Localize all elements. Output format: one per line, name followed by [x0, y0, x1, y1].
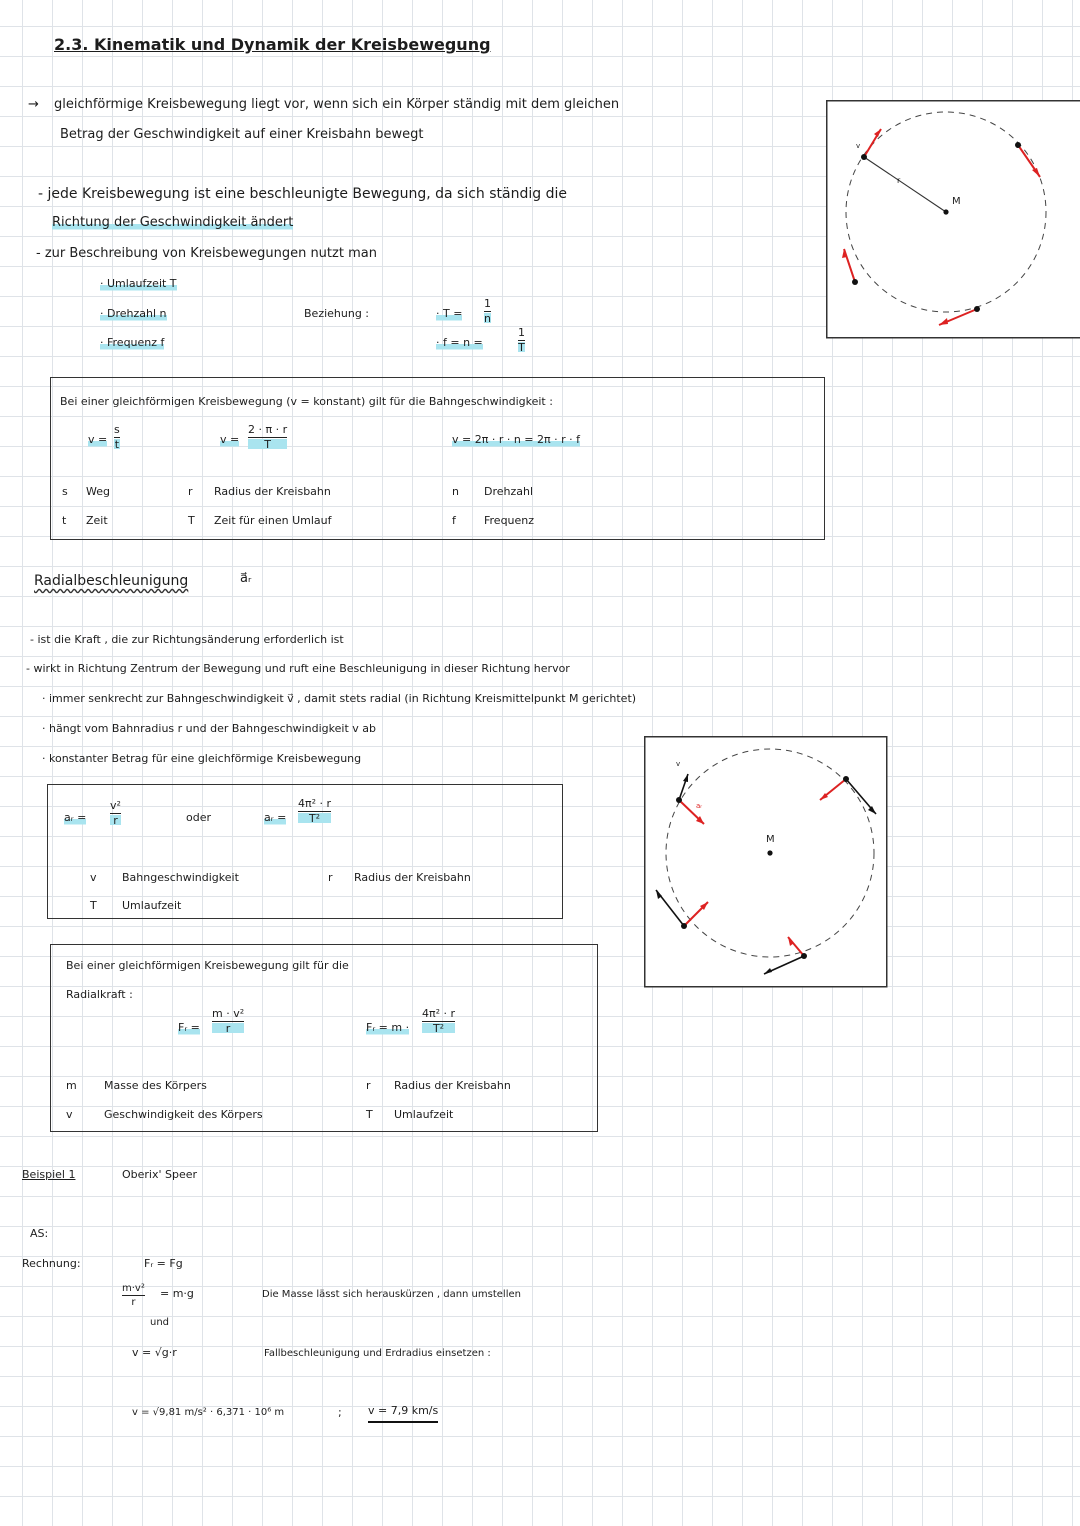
item-umlaufzeit: · Umlaufzeit T — [100, 277, 177, 290]
legend-text-T: Zeit für einen Umlauf — [214, 514, 332, 527]
example-label: Beispiel 1 — [22, 1168, 76, 1181]
radial-line-1: - ist die Kraft , die zur Richtungsänderung erforderlich ist — [30, 633, 344, 646]
box-3-legend-text-m: Masse des Körpers — [104, 1079, 207, 1092]
page-title: 2.3. Kinematik und Dynamik der Kreisbewegung — [54, 35, 491, 54]
example-step-5: v = √9,81 m/s² · 6,371 · 10⁶ m — [132, 1407, 285, 1418]
example-step-4: v = √g·r — [132, 1346, 177, 1359]
box-2-formula-1-fraction: v² r — [110, 799, 121, 827]
box-3-line-1: Bei einer gleichförmigen Kreisbewegung gilt für die — [66, 959, 349, 972]
example-step-3: und — [150, 1317, 170, 1328]
relation-2-lhs: · f = n = — [436, 336, 483, 349]
radial-line-2: - wirkt in Richtung Zentrum der Bewegung und ruft eine Beschleunigung in dieser Richtung hervor — [26, 662, 570, 675]
diagram-2-acceleration-label: aᵣ — [696, 802, 703, 810]
diagram-1-radius-label: r — [897, 176, 901, 185]
point-1-line-1: - jede Kreisbewegung ist eine beschleunigte Bewegung, da sich ständig die — [38, 186, 567, 202]
relation-2-fraction: 1 T — [518, 326, 525, 354]
box-3-formula-2-lhs: Fᵣ = m · — [366, 1021, 410, 1034]
diagram-2-center-label: M — [766, 834, 775, 845]
relation-1-fraction: 1 n — [484, 297, 491, 325]
legend-sym-n: n — [452, 485, 459, 498]
relation-1-lhs: · T = — [436, 307, 463, 320]
box-2-formula-2-fraction: 4π² · r T² — [298, 797, 332, 825]
box-2-legend-sym-r: r — [328, 871, 333, 884]
box-3-legend-sym-r: r — [366, 1079, 371, 1092]
box-3-formula-1-fraction: m · v² r — [212, 1007, 245, 1035]
box-2-or: oder — [186, 811, 212, 824]
box-1-formula-2-fraction: 2 · π · r T — [248, 423, 288, 451]
example-note-1: Die Masse lässt sich herauskürzen , dann umstellen — [262, 1289, 521, 1300]
box-2-legend-sym-T: T — [90, 899, 97, 912]
box-1-formula-1-lhs: v = — [88, 433, 108, 446]
diagram-circular-velocity — [826, 100, 1080, 340]
box-1-formula-2-lhs: v = — [220, 433, 240, 446]
legend-text-r: Radius der Kreisbahn — [214, 485, 331, 498]
legend-text-f: Frequenz — [484, 514, 535, 527]
example-step-2-fraction: m·v² r — [122, 1283, 145, 1308]
example-result: v = 7,9 km/s — [368, 1403, 438, 1423]
point-1-line-2: Richtung der Geschwindigkeit ändert — [52, 215, 294, 230]
example-step-2-rhs: = m·g — [160, 1287, 194, 1300]
example-step-1: Fᵣ = Fg — [144, 1257, 183, 1270]
legend-sym-f: f — [452, 514, 456, 527]
diagram-2-velocity-label: v — [676, 760, 681, 768]
point-2: - zur Beschreibung von Kreisbewegungen nutzt man — [36, 246, 377, 261]
box-2-legend-text-T: Umlaufzeit — [122, 899, 182, 912]
legend-sym-r: r — [188, 485, 193, 498]
box-1-formula-1-fraction: s t — [114, 423, 120, 451]
box-3-line-2: Radialkraft : — [66, 988, 133, 1001]
item-drehzahl: · Drehzahl n — [100, 307, 167, 320]
box-3-legend-sym-m: m — [66, 1079, 77, 1092]
intro-line-2: Betrag der Geschwindigkeit auf einer Kreisbahn bewegt — [60, 127, 424, 142]
box-3-legend-sym-v: v — [66, 1108, 73, 1121]
legend-sym-s: s — [62, 485, 68, 498]
box-3-formula-1-lhs: Fᵣ = — [178, 1021, 200, 1034]
example-note-2: Fallbeschleunigung und Erdradius einsetzen : — [264, 1348, 491, 1359]
box-2-legend-sym-v: v — [90, 871, 97, 884]
item-frequenz: · Frequenz f — [100, 336, 165, 349]
example-topic: Oberix' Speer — [122, 1168, 198, 1181]
legend-sym-t: t — [62, 514, 67, 527]
legend-text-t: Zeit — [86, 514, 108, 527]
box-3-legend-text-r: Radius der Kreisbahn — [394, 1079, 511, 1092]
box-3-legend-text-v: Geschwindigkeit des Körpers — [104, 1108, 263, 1121]
radial-heading: Radialbeschleunigung — [34, 573, 189, 589]
box-1-text: Bei einer gleichförmigen Kreisbewegung (v = konstant) gilt für die Bahngeschwindigkeit : — [60, 395, 553, 408]
example-as: AS: — [30, 1227, 49, 1240]
box-2-formula-2-lhs: aᵣ = — [264, 811, 287, 824]
example-calc-label: Rechnung: — [22, 1257, 81, 1270]
legend-text-s: Weg — [86, 485, 110, 498]
box-2-formula-1-lhs: aᵣ = — [64, 811, 87, 824]
box-3-legend-text-T: Umlaufzeit — [394, 1108, 454, 1121]
radial-line-5: · konstanter Betrag für eine gleichförmige Kreisbewegung — [42, 752, 362, 765]
box-1-formula-3: v = 2π · r · n = 2π · r · f — [452, 433, 581, 446]
example-separator: ; — [338, 1406, 342, 1419]
box-2-legend-text-v: Bahngeschwindigkeit — [122, 871, 239, 884]
intro-line-1: gleichförmige Kreisbewegung liegt vor, wenn sich ein Körper ständig mit dem gleichen — [54, 97, 620, 112]
legend-text-n: Drehzahl — [484, 485, 534, 498]
intro-arrow: → — [28, 97, 39, 112]
radial-line-3: · immer senkrecht zur Bahngeschwindigkeit v⃗ , damit stets radial (in Richtung Kreismittelpunkt M gerichtet) — [42, 692, 637, 705]
diagram-1-velocity-label: v — [856, 142, 861, 150]
diagram-radial-acceleration — [644, 736, 888, 988]
box-2-legend-text-r: Radius der Kreisbahn — [354, 871, 471, 884]
relation-label: Beziehung : — [304, 307, 370, 320]
diagram-1-center-label: M — [952, 196, 961, 207]
radial-symbol: a⃗ᵣ — [240, 571, 252, 586]
radial-line-4: · hängt vom Bahnradius r und der Bahngeschwindigkeit v ab — [42, 722, 376, 735]
box-3-formula-2-fraction: 4π² · r T² — [422, 1007, 456, 1035]
legend-sym-T: T — [188, 514, 195, 527]
box-3-legend-sym-T: T — [366, 1108, 373, 1121]
